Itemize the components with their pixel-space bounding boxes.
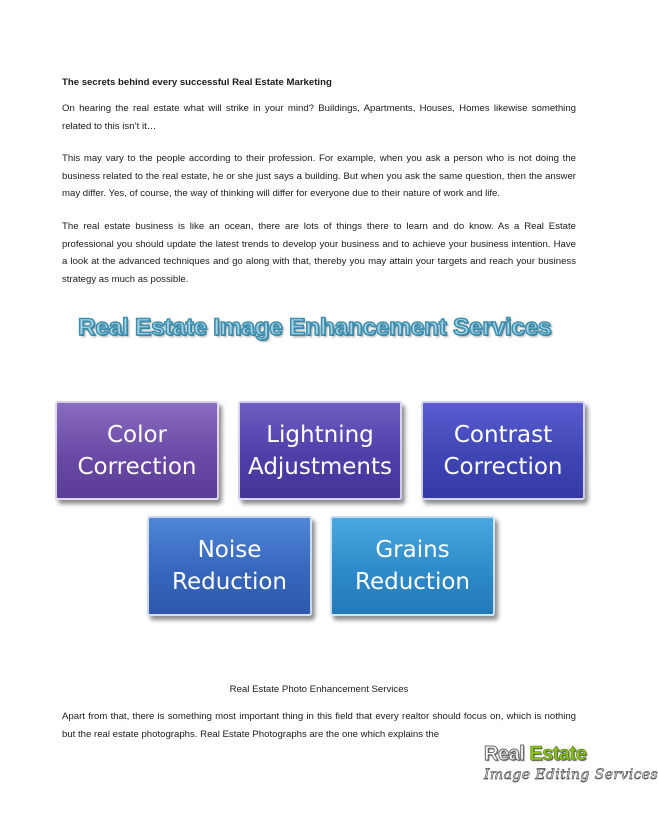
service-box-color-correction bbox=[55, 401, 219, 500]
service-line: Noise bbox=[197, 537, 262, 563]
service-line: Correction bbox=[77, 453, 197, 480]
banner-title: Real Estate Image Enhancement Services bbox=[78, 314, 552, 341]
service-line: Contrast bbox=[453, 421, 553, 448]
service-line: Correction bbox=[443, 453, 563, 480]
company-logo bbox=[484, 743, 658, 803]
paragraph-profession: This may vary to the people according to their profession. For example, when you ask a person who is not doing the business related to the real estate, he or she just says a building. But when you ask the same question, then the answer may differ. Yes, of course, the way of thinking will differ for everyone due to their nature of work and life. bbox=[62, 153, 576, 199]
service-box-lightning-adjustments bbox=[238, 401, 402, 500]
service-line: Reduction bbox=[172, 569, 287, 595]
paragraph-photographs: Apart from that, there is something most important thing in this field that every realtor should focus on, which is nothing but the real estate photographs. Real Estate Photographs are the one which explains the bbox=[62, 711, 576, 740]
paragraph-intro: On hearing the real estate what will strike in your mind? Buildings, Apartments, Houses, Homes likewise something related to this isn’t it… bbox=[62, 103, 576, 132]
figure-caption: Real Estate Photo Enhancement Services bbox=[229, 684, 409, 695]
service-box-contrast-correction bbox=[421, 401, 585, 500]
section-heading: The secrets behind every successful Real Estate Marketing bbox=[62, 77, 332, 88]
service-box-noise-reduction bbox=[147, 516, 312, 616]
logo-word-real: Real bbox=[484, 743, 525, 765]
service-line: Grains bbox=[375, 537, 450, 563]
paragraph-ocean: The real estate business is like an ocean, there are lots of things there to learn and do know. As a Real Estate professional you should update the latest trends to develop your business and to achieve your business intention. Have a look at the advanced techniques and go along with that, thereby you may attain your targets and reach your business strategy as much as possible. bbox=[62, 221, 576, 285]
service-box-grains-reduction bbox=[330, 516, 495, 616]
logo-wordmark bbox=[484, 743, 634, 765]
service-line: Reduction bbox=[355, 569, 470, 595]
logo-tagline: Image Editing Services bbox=[484, 767, 658, 783]
service-line: Adjustments bbox=[247, 453, 393, 480]
service-line: Color bbox=[106, 421, 168, 448]
logo-word-estate: Estate bbox=[529, 743, 587, 765]
service-line: Lightning bbox=[266, 421, 374, 448]
